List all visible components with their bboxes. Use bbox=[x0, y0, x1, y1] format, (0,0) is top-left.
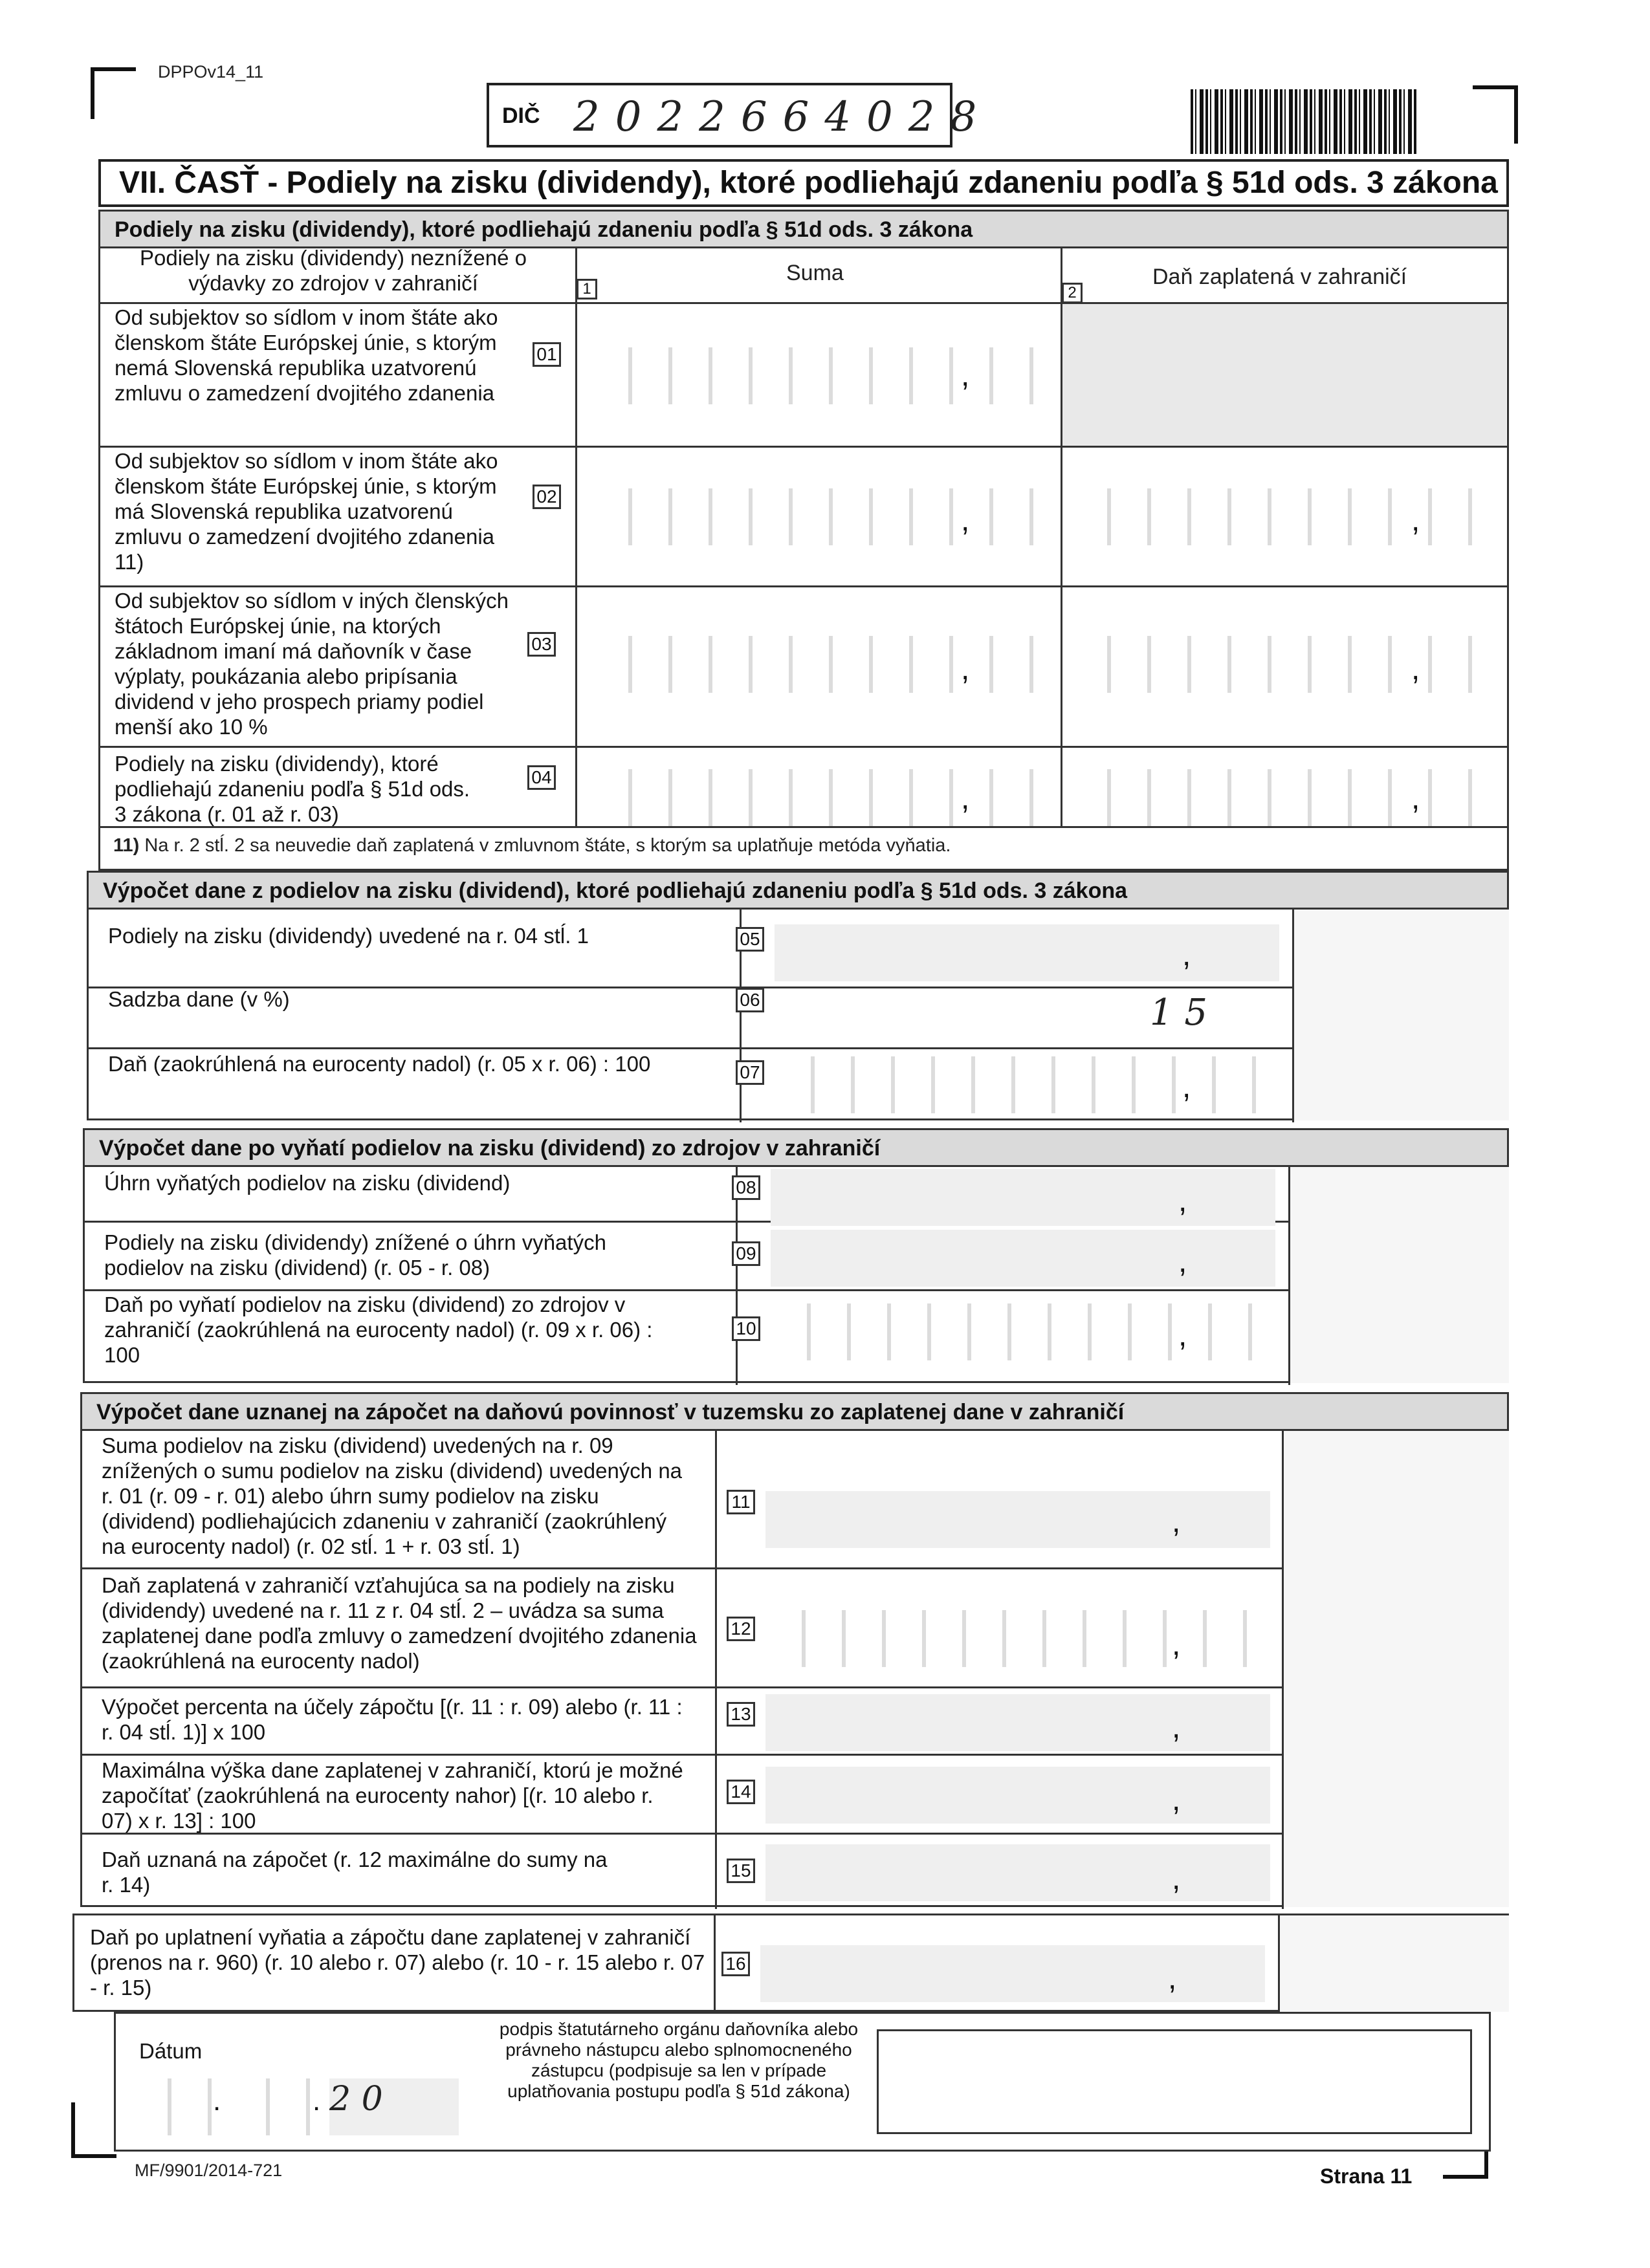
row-15-amount-field[interactable] bbox=[765, 1844, 1270, 1901]
section-dividends-title: Podiely na zisku (dividendy), ktoré podliehajú zdaneniu podľa § 51d ods. 3 zákona bbox=[100, 212, 1507, 248]
corner-mark-top-right-h bbox=[1473, 85, 1518, 89]
row-08-number: 08 bbox=[732, 1175, 760, 1200]
divider bbox=[100, 746, 1507, 748]
decimal-comma: , bbox=[1178, 1245, 1187, 1279]
decimal-comma: , bbox=[961, 781, 970, 816]
col1-number: 1 bbox=[577, 279, 597, 300]
gray-column bbox=[1284, 1431, 1509, 1907]
corner-mark-bottom-left-v bbox=[71, 2102, 75, 2158]
decimal-comma: , bbox=[1168, 1961, 1177, 1996]
decimal-comma: , bbox=[1172, 1862, 1181, 1896]
row-01-number: 01 bbox=[533, 342, 561, 367]
row-03-amount-field[interactable] bbox=[592, 636, 1045, 693]
row-09-amount-field[interactable] bbox=[771, 1230, 1275, 1287]
row-07-label: Daň (zaokrúhlená na eurocenty nadol) (r. 05 x r. 06) : 100 bbox=[108, 1052, 651, 1076]
row-01-amount-field[interactable] bbox=[592, 347, 1045, 404]
row-05-label: Podiely na zisku (dividendy) uvedené na r. 04 stĺ. 1 bbox=[108, 924, 589, 948]
row-14-label: Maximálna výška dane zaplatenej v zahraničí, ktorú je možné započítať (zaokrúhlená na eurocenty nahor) [(r. 10 alebo r. 07) x r. 13] : 100 bbox=[102, 1758, 683, 1833]
row-01-label: Od subjektov so sídlom v inom štáte ako členskom štáte Európskej únie, s ktorým nemá Slovenská republika uzatvorenú zmluvu o zamedzení dvojitého zdanenia bbox=[115, 305, 498, 405]
corner-mark-top-right-v bbox=[1514, 85, 1518, 144]
decimal-comma: , bbox=[961, 503, 970, 538]
date-label: Dátum bbox=[139, 2039, 203, 2063]
col1-header: Suma bbox=[786, 261, 844, 285]
row-16-amount-field[interactable] bbox=[760, 1945, 1265, 2002]
section-dividends-table bbox=[98, 210, 1509, 871]
section-credit-calc bbox=[80, 1392, 1509, 1907]
footnote bbox=[113, 835, 951, 856]
date-dot: . bbox=[313, 2085, 321, 2117]
decimal-comma: , bbox=[1178, 1318, 1187, 1353]
row-04-label: Podiely na zisku (dividendy), ktoré podliehajú zdaneniu podľa § 51d ods. 3 zákona (r. 01 až r. 03) bbox=[115, 752, 470, 826]
decimal-comma: , bbox=[1172, 1505, 1181, 1539]
footnote-text: Na r. 2 stĺ. 2 sa neuvedie daň zaplatená v zmluvnom štáte, s ktorým sa uplatňuje metóda vyňatia. bbox=[144, 835, 951, 856]
signature-caption: podpis štatutárneho orgánu daňovníka alebo právneho nástupcu alebo splnomocneného zástupcu (podpisuje sa len v prípade uplatňovania postupu podľa § 51d zákona) bbox=[499, 2019, 859, 2101]
decimal-comma: , bbox=[1411, 503, 1420, 538]
dic-value: 2022664028 bbox=[573, 93, 993, 141]
row-04-tax-field[interactable] bbox=[1071, 769, 1498, 826]
decimal-comma: , bbox=[1172, 1628, 1181, 1662]
col2-header: Daň zaplatená v zahraničí bbox=[1152, 265, 1407, 289]
row-12-amount-field[interactable] bbox=[765, 1610, 1270, 1667]
signature-area bbox=[114, 2012, 1491, 2152]
row-10-number: 10 bbox=[732, 1316, 760, 1341]
section-credit-title: Výpočet dane uznanej na zápočet na daňovú povinnosť v tuzemsku zo zaplatenej dane v zahraničí bbox=[82, 1394, 1507, 1431]
row-12-number: 12 bbox=[727, 1617, 755, 1641]
row-15-number: 15 bbox=[727, 1859, 755, 1883]
row-10-amount-field[interactable] bbox=[771, 1303, 1275, 1360]
divider bbox=[715, 1429, 717, 1909]
decimal-comma: , bbox=[961, 358, 970, 393]
section-exemption-calc bbox=[83, 1128, 1509, 1383]
section-tax-calc-title: Výpočet dane z podielov na zisku (dividend), ktoré podliehajú zdaneniu podľa § 51d ods. 3 zákona bbox=[89, 873, 1507, 910]
section-tax-calc bbox=[87, 871, 1509, 1120]
row-08-label: Úhrn vyňatých podielov na zisku (dividend) bbox=[104, 1171, 511, 1195]
signature-field[interactable] bbox=[877, 2029, 1472, 2134]
divider bbox=[100, 446, 1507, 448]
row-10-label: Daň po vyňatí podielov na zisku (dividend) zo zdrojov v zahraničí (zaokrúhlená na eurocenty nadol) (r. 09 x r. 06) : 100 bbox=[104, 1292, 653, 1367]
row-02-number: 02 bbox=[533, 485, 561, 509]
decimal-comma: , bbox=[1172, 1710, 1181, 1745]
row-11-amount-field[interactable] bbox=[765, 1491, 1270, 1548]
row-12-label: Daň zaplatená v zahraničí vzťahujúca sa na podiely na zisku (dividendy) uvedené na r. 11 z r. 04 stĺ. 2 – uvádza sa suma zaplatenej dane podľa zmluvy o zamedzení dvojitého zdanenia (zaokrúhlená na eurocenty nadol) bbox=[102, 1573, 697, 1673]
decimal-comma: , bbox=[1411, 781, 1420, 816]
date-year-value: 2 0 bbox=[329, 2080, 383, 2119]
row-13-number: 13 bbox=[727, 1702, 755, 1727]
row-07-amount-field[interactable] bbox=[775, 1056, 1279, 1113]
divider bbox=[575, 246, 577, 826]
form-number: MF/9901/2014-721 bbox=[135, 2161, 283, 2180]
decimal-comma: , bbox=[1182, 938, 1191, 972]
row-03-label: Od subjektov so sídlom v iných členských štátoch Európskej únie, na ktorých základnom imaní má daňovník v čase výplaty, poukázania alebo pripísania dividend v jeho prospech priamy podiel menší ako 10 % bbox=[115, 589, 509, 739]
form-code: DPPOv14_11 bbox=[158, 62, 264, 82]
row-04-amount-field[interactable] bbox=[592, 769, 1045, 826]
dic-field[interactable] bbox=[487, 83, 993, 147]
row-09-number: 09 bbox=[732, 1241, 760, 1266]
gray-column bbox=[1294, 910, 1509, 1120]
row-05-amount-field[interactable] bbox=[775, 924, 1279, 981]
date-month-field[interactable] bbox=[230, 2078, 310, 2135]
decimal-comma: , bbox=[1178, 1184, 1187, 1218]
row-06-label: Sadzba dane (v %) bbox=[108, 987, 290, 1011]
row-07-number: 07 bbox=[736, 1060, 764, 1085]
row-16-number: 16 bbox=[721, 1952, 750, 1976]
row-02-label: Od subjektov so sídlom v inom štáte ako členskom štáte Európskej únie, s ktorým má Slovenská republika uzatvorenú zmluvu o zamedzení dvojitého zdanenia 11) bbox=[115, 449, 498, 574]
row-03-tax-field[interactable] bbox=[1071, 636, 1498, 693]
corner-mark-bottom-left-h bbox=[71, 2154, 116, 2158]
dic-label: DIČ bbox=[502, 104, 540, 128]
date-day-field[interactable] bbox=[131, 2078, 212, 2135]
gray-column bbox=[1290, 1167, 1509, 1383]
row-02-amount-field[interactable] bbox=[592, 488, 1045, 545]
row-11-label: Suma podielov na zisku (dividend) uvedených na r. 09 znížených o sumu podielov na zisku (dividend) uvedených na r. 01 (r. 09 - r. 01) alebo úhrn sumy podielov na zisku (dividend) podliehajúcich zdaneniu v zahraničí (zaokrúhlený na eurocenty nadol) (r. 02 stĺ. 1 + r. 03 stĺ. 1) bbox=[102, 1434, 683, 1558]
row-14-number: 14 bbox=[727, 1780, 755, 1804]
col0-header: Podiely na zisku (dividendy) neznížené o výdavky zo zdrojov v zahraničí bbox=[139, 246, 527, 295]
decimal-comma: , bbox=[961, 652, 970, 686]
decimal-comma: , bbox=[1172, 1783, 1181, 1817]
gray-column bbox=[1280, 1915, 1509, 2012]
row-14-amount-field[interactable] bbox=[765, 1767, 1270, 1824]
divider bbox=[714, 1915, 716, 2014]
row-08-amount-field[interactable] bbox=[771, 1169, 1275, 1226]
barcode bbox=[1191, 89, 1417, 154]
row-03-number: 03 bbox=[527, 632, 556, 657]
corner-mark-top-left-h bbox=[91, 67, 136, 71]
col2-number: 2 bbox=[1062, 283, 1083, 303]
row-06-number: 06 bbox=[736, 988, 764, 1012]
corner-mark-top-left-v bbox=[91, 67, 94, 119]
row-04-number: 04 bbox=[527, 765, 556, 790]
footnote-number: 11) bbox=[113, 835, 140, 856]
row-15-label: Daň uznaná na zápočet (r. 12 maximálne do sumy na r. 14) bbox=[102, 1848, 608, 1897]
part-title: VII. ČASŤ - Podiely na zisku (dividendy), ktoré podliehajú zdaneniu podľa § 51d ods. 3 zákona bbox=[98, 159, 1509, 207]
date-dot: . bbox=[213, 2085, 221, 2117]
row-16-label: Daň po uplatnení vyňatia a zápočtu dane zaplatenej v zahraničí (prenos na r. 960) (r. 10 alebo r. 07) alebo (r. 10 - r. 15 alebo r. 07 - r. 15) bbox=[90, 1925, 705, 2000]
row-05-number: 05 bbox=[736, 927, 764, 952]
corner-mark-bottom-right-h bbox=[1443, 2175, 1488, 2179]
row-13-amount-field[interactable] bbox=[765, 1694, 1270, 1751]
divider bbox=[100, 585, 1507, 587]
decimal-comma: , bbox=[1182, 1070, 1191, 1104]
tax-rate-value[interactable]: 1 5 bbox=[1150, 992, 1208, 1034]
section-exemption-title: Výpočet dane po vyňatí podielov na zisku (dividend) zo zdrojov v zahraničí bbox=[85, 1130, 1507, 1167]
row-02-tax-field[interactable] bbox=[1071, 488, 1498, 545]
page-number: Strana 11 bbox=[1320, 2164, 1413, 2188]
section-final-tax bbox=[72, 1914, 1509, 2012]
row-01-tax-disabled bbox=[1062, 304, 1506, 446]
decimal-comma: , bbox=[1411, 652, 1420, 686]
row-13-label: Výpočet percenta na účely zápočtu [(r. 11 : r. 09) alebo (r. 11 : r. 04 stĺ. 1)] x 100 bbox=[102, 1695, 683, 1744]
row-09-label: Podiely na zisku (dividendy) znížené o úhrn vyňatých podielov na zisku (dividend) (r. 05 - r. 08) bbox=[104, 1230, 606, 1280]
row-11-number: 11 bbox=[727, 1490, 755, 1514]
